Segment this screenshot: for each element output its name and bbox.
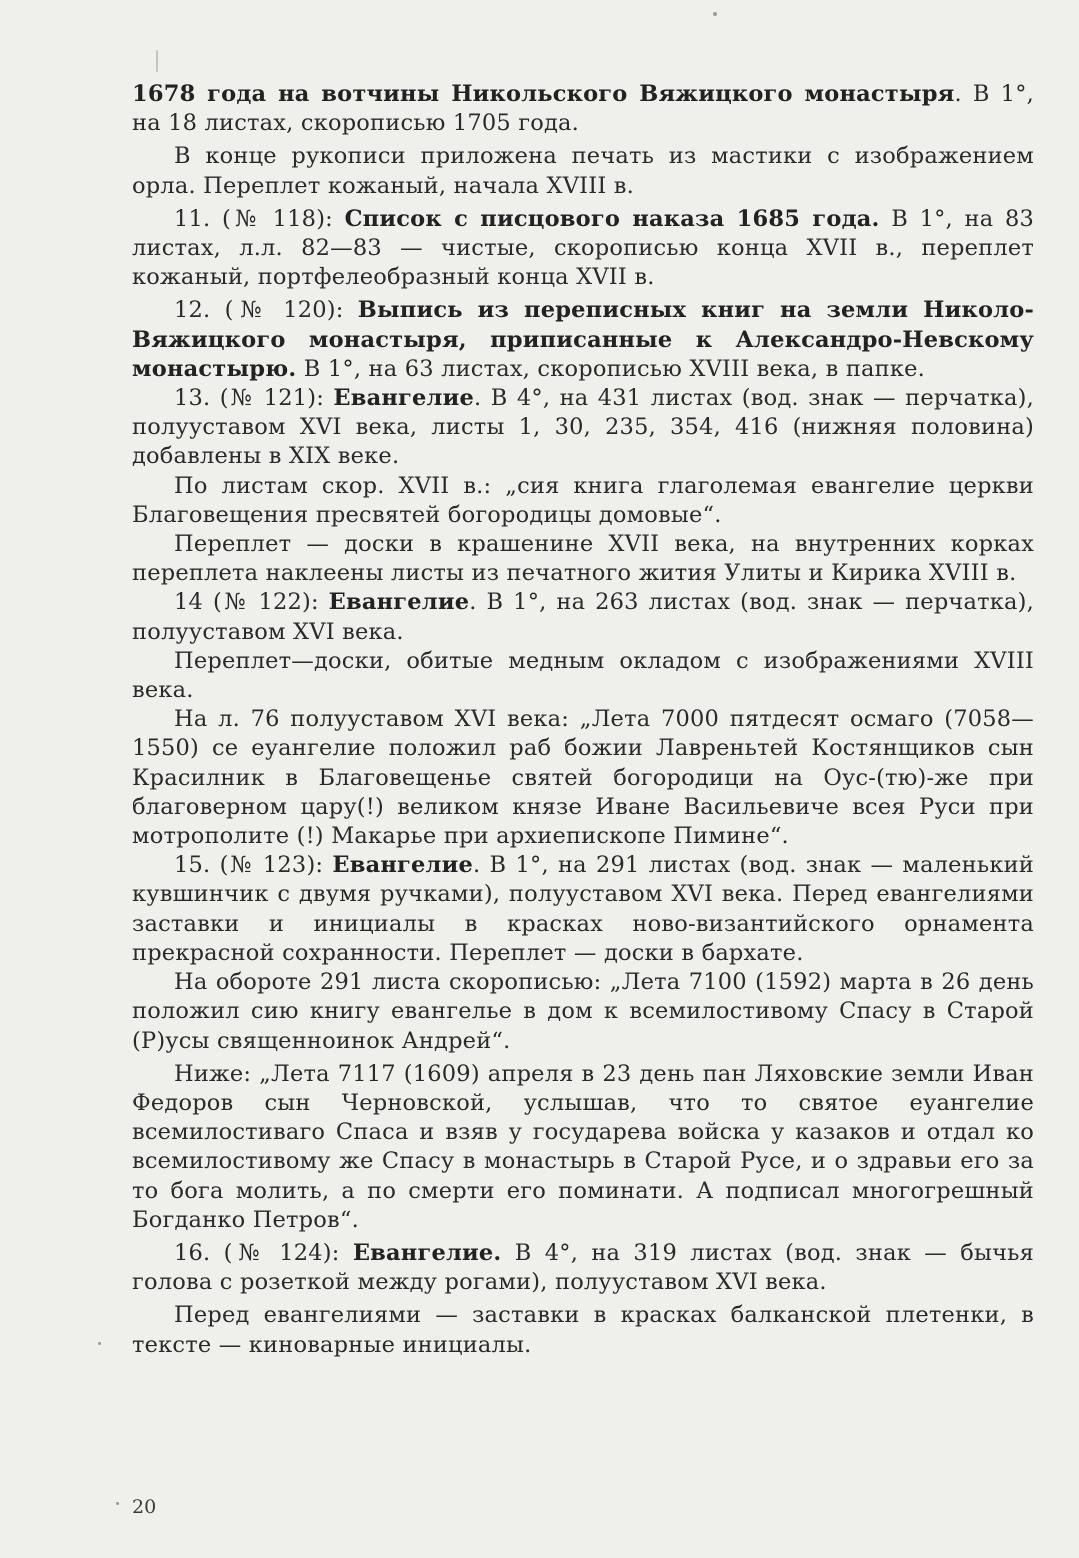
- paragraph-13-inscription: По листам скор. XVII в.: „сия книга глаголемая евангелие церкви Благовещения пресвятей богородицы домовые“.: [132, 472, 1034, 528]
- body-text: [132, 80, 1034, 1360]
- scan-mark: [156, 50, 158, 72]
- paragraph-13-binding: Переплет — доски в крашенине XVII века, на внутренних корках переплета наклеены листы из печатного жития Улиты и Кирика XVIII в.: [132, 531, 1034, 587]
- page-number: 20: [132, 1496, 157, 1518]
- paragraph-14-inscription: На л. 76 полууставом XVI века: „Лета 7000 пятдесят осмаго (7058—1550) се еуангелие положил раб божии Лавреньтей Костянщиков сын Красилник в Благовещенье святей богородици на Оус-(тю)-же при благоверном цару(!) великом князе Иване Васильевиче всея Руси при мотрополите (!) Макарье при архиепископе Пимине“.: [132, 706, 1034, 850]
- entry-13: 13. (№ 121): Евангелие. В 4°, на 431 листах (вод. знак — перчатка), полууставом XVI века, листы 1, 30, 235, 354, 416 (нижняя половина) добавлены в XIX веке.: [132, 385, 1034, 470]
- entry-11: 11. (№ 118): Список с писцового наказа 1685 года. В 1°, на 83 листах, л.л. 82—83 — чистые, скорописью конца XVII в., переплет кожаный, портфелеобразный конца XVII в.: [132, 205, 1034, 291]
- entry-12: 12. (№ 120): Выпись из переписных книг на земли Николо-Вяжицкого монастыря, приписанные к Александро-Невскому монастырю. В 1°, на 63 листах, скорописью XVIII века, в папке.: [132, 297, 1034, 382]
- scan-speck: [116, 1502, 119, 1505]
- entry-16: 16. (№ 124): Евангелие. В 4°, на 319 листах (вод. знак — бычья голова с розеткой между рогами), полууставом XVI века.: [132, 1239, 1034, 1296]
- paragraph-14-binding: Переплет—доски, обитые медным окладом с изображениями XVIII века.: [132, 647, 1034, 704]
- paragraph-15-note-below: Ниже: „Лета 7117 (1609) апреля в 23 день пан Ляховские земли Иван Федоров сын Черновской, услышав, что то святое еуангелие всемилостиваго Спаса и взяв у государева войска у казаков и отдал ко всемилостивому же Спасу в монастырь в Старой Русе, и о здравьи его за то бога молить, а по смерти его поминати. А подписал многогрешный Богданко Петров“.: [132, 1060, 1034, 1233]
- scan-speck: [98, 1342, 101, 1345]
- paragraph-16-ornament: Перед евангелиями — заставки в красках балканской плетенки, в тексте — киноварные инициалы.: [132, 1302, 1034, 1358]
- scan-speck: [713, 12, 717, 16]
- paragraph-15-inscription: На обороте 291 листа скорописью: „Лета 7100 (1592) марта в 26 день положил сию книгу евангелье в дом к всемилостивому Спасу в Старой (Р)усы священноинок Андрей“.: [132, 969, 1034, 1054]
- entry-14: 14 (№ 122): Евангелие. В 1°, на 263 листах (вод. знак — перчатка), полууставом XVI века.: [132, 589, 1034, 645]
- paragraph-intro: 1678 года на вотчины Никольского Вяжицкого монастыря. В 1°, на 18 листах, скорописью 1705 года.: [132, 81, 1034, 137]
- paragraph-seal-note: В конце рукописи приложена печать из мастики с изображением орла. Переплет кожаный, начала XVIII в.: [132, 143, 1034, 199]
- entry-15: 15. (№ 123): Евангелие. В 1°, на 291 листах (вод. знак — маленький кувшинчик с двумя ручками), полууставом XVI века. Перед евангелиями заставки и инициалы в красках ново-византийского орнамента прекрасной сохранности. Переплет — доски в бархате.: [132, 852, 1034, 966]
